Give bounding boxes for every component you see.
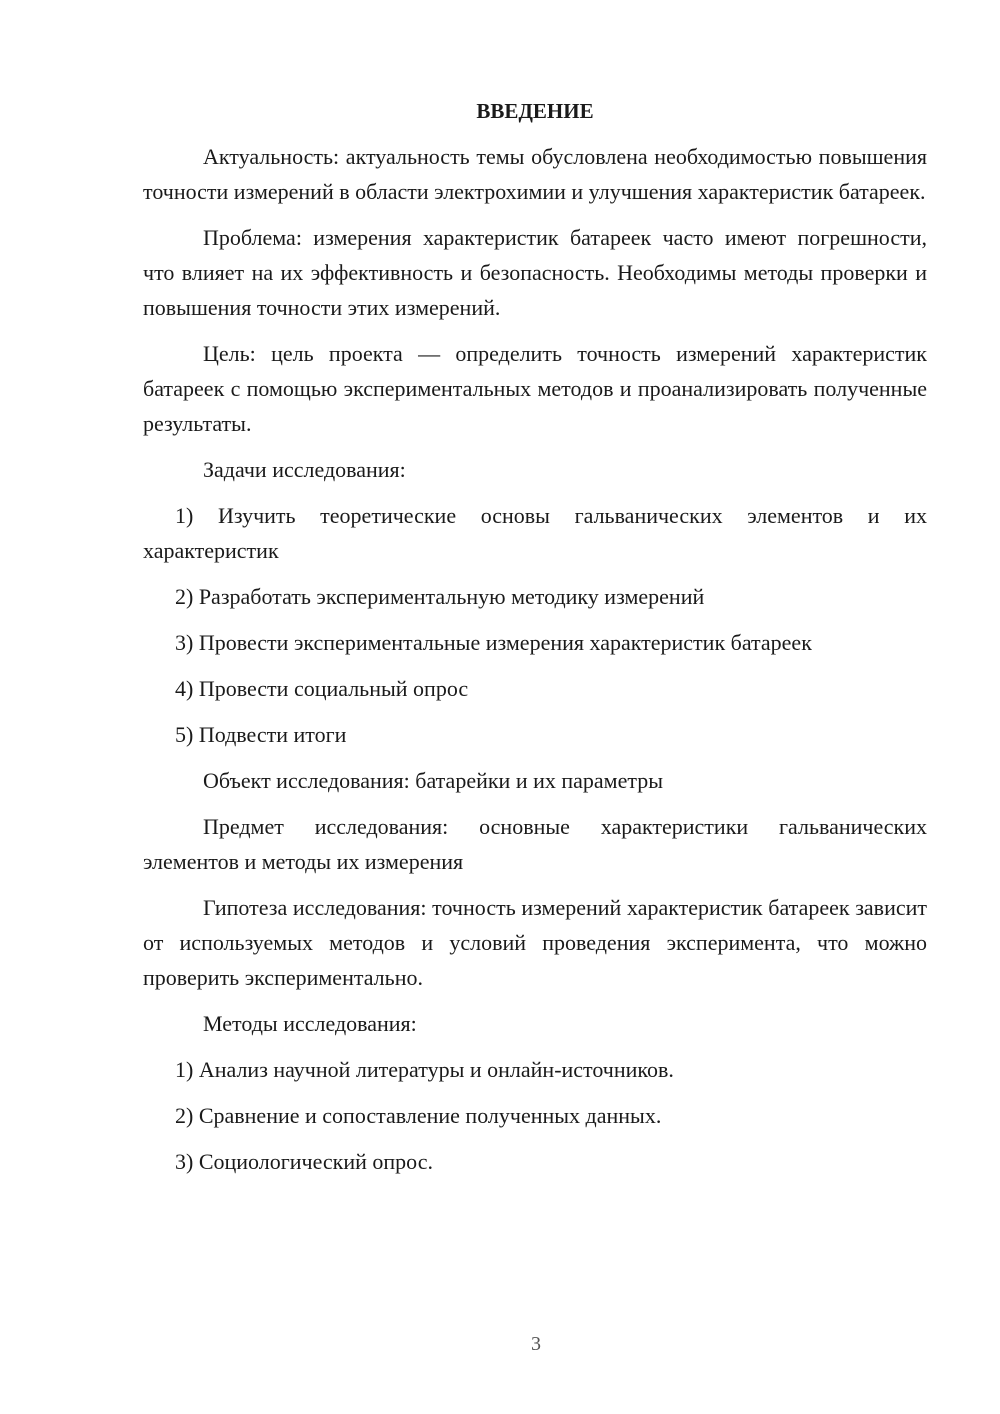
- subject-paragraph: Предмет исследования: основные характеристики гальванических элементов и методы их измерения: [143, 814, 927, 874]
- relevance-paragraph: Актуальность: актуальность темы обусловлена необходимостью повышения точности измерений в области электрохимии и улучшения характеристик батареек.: [143, 144, 927, 204]
- method-item: 3) Социологический опрос.: [175, 1149, 433, 1174]
- hypothesis-paragraph: Гипотеза исследования: точность измерений характеристик батареек зависит от используемых методов и условий проведения эксперимента, что можно проверить экспериментально.: [143, 895, 927, 990]
- page-content: [143, 94, 927, 1190]
- methods-heading: Методы исследования:: [203, 1011, 417, 1036]
- page-number: 3: [531, 1333, 541, 1355]
- method-item: 2) Сравнение и сопоставление полученных данных.: [175, 1103, 662, 1128]
- tasks-heading: Задачи исследования:: [203, 457, 406, 482]
- page-title: ВВЕДЕНИЕ: [476, 99, 594, 123]
- task-item: 3) Провести экспериментальные измерения характеристик батареек: [175, 630, 812, 655]
- method-item: 1) Анализ научной литературы и онлайн-источников.: [175, 1057, 674, 1082]
- task-item: 4) Провести социальный опрос: [175, 676, 469, 701]
- task-item: 1) Изучить теоретические основы гальванических элементов и их характеристик: [143, 503, 927, 563]
- task-item: 5) Подвести итоги: [175, 722, 347, 747]
- goal-paragraph: Цель: цель проекта — определить точность измерений характеристик батареек с помощью экспериментальных методов и проанализировать полученные результаты.: [143, 341, 927, 436]
- problem-paragraph: Проблема: измерения характеристик батареек часто имеют погрешности, что влияет на их эффективность и безопасность. Необходимы методы проверки и повышения точности этих измерений.: [143, 225, 927, 320]
- object-paragraph: Объект исследования: батарейки и их параметры: [203, 768, 664, 793]
- task-item: 2) Разработать экспериментальную методику измерений: [175, 584, 705, 609]
